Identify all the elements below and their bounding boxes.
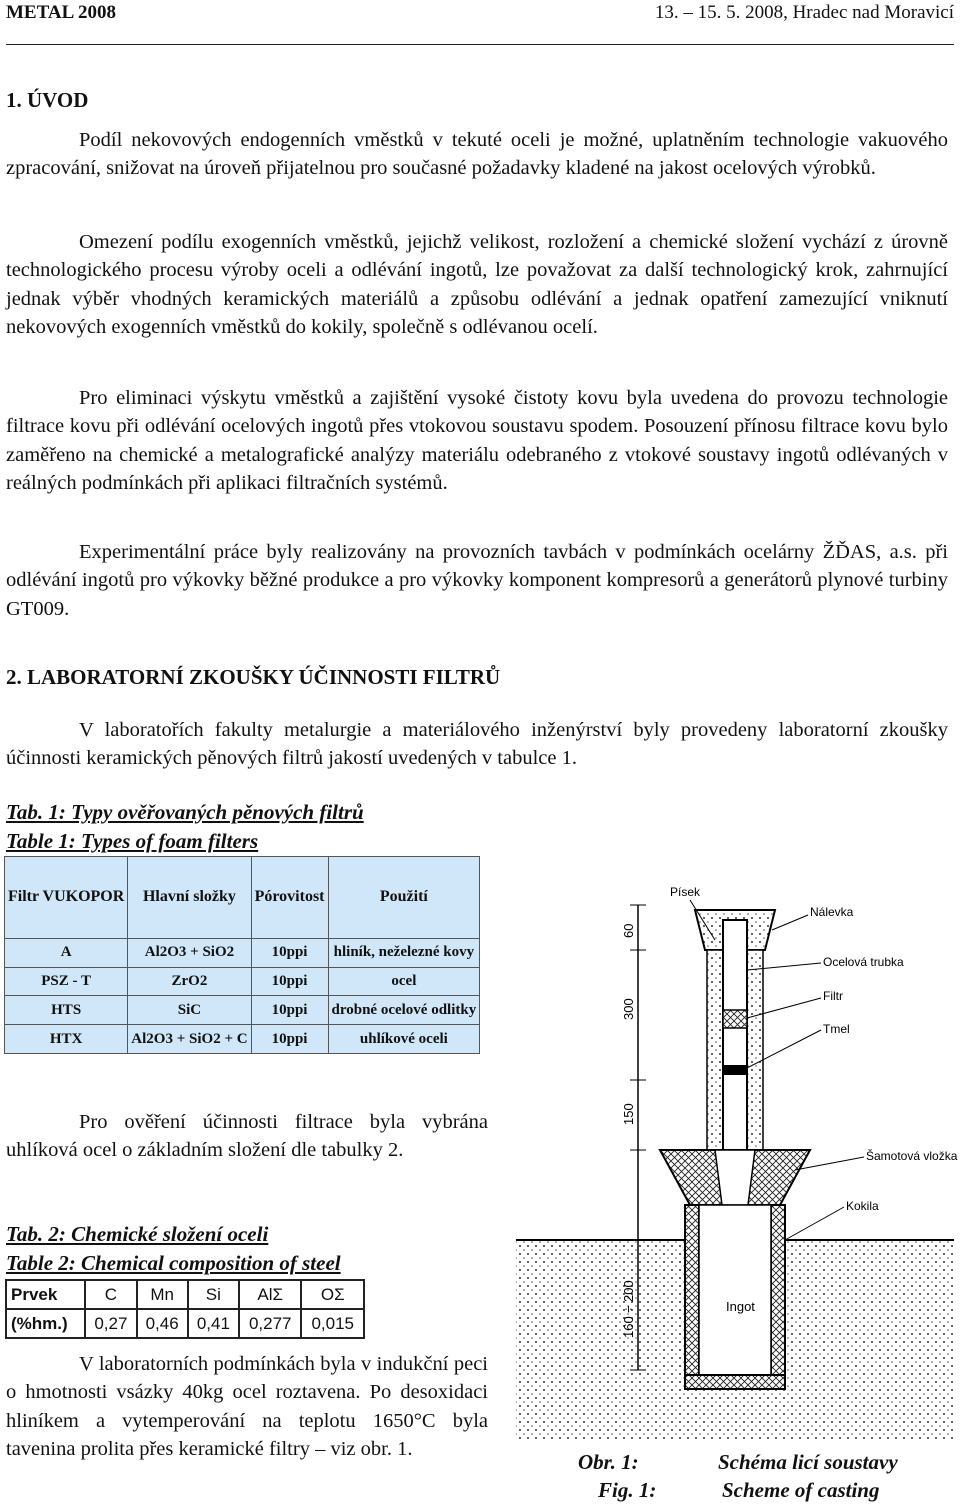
label-sand: Písek bbox=[670, 885, 701, 899]
table-cell: hliník, neželezné kovy bbox=[328, 938, 480, 967]
table-1-caption-cz: Tab. 1: Typy ověřovaných pěnových filtrů bbox=[6, 800, 364, 824]
table-row bbox=[6, 1309, 364, 1338]
table-cell: HTS bbox=[5, 996, 128, 1025]
label-steel-tube: Ocelová trubka bbox=[823, 955, 904, 969]
filter-block bbox=[723, 1010, 747, 1028]
table-row bbox=[5, 1025, 480, 1054]
section-2-title: 2. LABORATORNÍ ZKOUŠKY ÚČINNOSTI FILTRŮ bbox=[6, 665, 501, 689]
section-1-paragraph-4: Experimentální práce byly realizovány na provozních tavbách v podmínkách ocelárny ŽĎAS, a.s. při odlévání ingotů pro výkovky běžné produkce a pro výkovky komponent kompresorů a generátorů plynové turbiny GT009. bbox=[6, 541, 948, 620]
dimension-label: 60 bbox=[621, 923, 636, 938]
table-2-header-cell: AlΣ bbox=[239, 1280, 301, 1309]
table-row bbox=[5, 938, 480, 967]
section-1-paragraph-1: Podíl nekovových endogenních vměstků v tekuté oceli je možné, uplatněním technologie vakuového zpracování, snižovat na úroveň přijatelnou pro současné požadavky kladené na jakost ocelových výrobků. bbox=[6, 129, 948, 180]
label-seal: Tmel bbox=[823, 1022, 850, 1036]
table-row bbox=[5, 967, 480, 996]
table-2-header-cell: Mn bbox=[137, 1280, 188, 1309]
table-cell: 10ppi bbox=[251, 996, 328, 1025]
table-2-header-cell: Prvek bbox=[6, 1280, 85, 1309]
mould-right-wall bbox=[771, 1205, 785, 1375]
table-1-header-row bbox=[5, 857, 480, 939]
table-cell: SiC bbox=[128, 996, 251, 1025]
table-1-header-cell: Použití bbox=[328, 857, 480, 939]
dimension-label: 300 bbox=[621, 998, 636, 1020]
header-divider bbox=[6, 44, 954, 45]
conference-date-place: 13. – 15. 5. 2008, Hradec nad Moravicí bbox=[654, 2, 954, 23]
table-cell: 0,41 bbox=[188, 1309, 239, 1338]
section-1-paragraph-2: Omezení podílu exogenních vměstků, jejichž velikost, rozložení a chemické složení vychází z úrovně technologického procesu výroby oceli a odlévání ingotů, lze považovat za další technologický krok, zahrnující jednak výběr vhodných keramických materiálů a způsobu odlévání a jednak opatření zamezující vniknutí nekovových exogenních vměstků do kokily, společně s odlévanou ocelí. bbox=[6, 231, 948, 339]
table-2 bbox=[5, 1279, 365, 1339]
table-2-caption-cz: Tab. 2: Chemické složení oceli bbox=[6, 1222, 269, 1246]
leader-line bbox=[772, 915, 808, 930]
table-cell: uhlíkové oceli bbox=[328, 1025, 480, 1054]
mould-bottom bbox=[685, 1375, 785, 1389]
table-1-caption bbox=[6, 798, 364, 856]
label-chamotte: Šamotová vložka bbox=[866, 1149, 958, 1163]
casting-scheme-figure bbox=[510, 860, 960, 1450]
table-1-header-cell: Hlavní složky bbox=[128, 857, 251, 939]
table-cell: Al2O3 + SiO2 bbox=[128, 938, 251, 967]
table-cell: A bbox=[5, 938, 128, 967]
dimension-label: 160 ÷ 200 bbox=[621, 1280, 636, 1338]
tube-left-wall bbox=[707, 950, 723, 1180]
table-cell: ocel bbox=[328, 967, 480, 996]
table-2-header-cell: C bbox=[85, 1280, 136, 1309]
ingot-body bbox=[699, 1205, 771, 1375]
table-cell: drobné ocelové odlitky bbox=[328, 996, 480, 1025]
table-cell: ZrO2 bbox=[128, 967, 251, 996]
section-1-paragraph-3: Pro eliminaci výskytu vměstků a zajištění vysoké čistoty kovu byla uvedena do provozu technologie filtrace kovu při odlévání ocelových ingotů přes vtokovou soustavu spodem. Posouzení přínosu filtrace kovu bylo zaměřeno na chemické a metalografické analýzy materiálu odebraného z vtokové soustavy ingotů odlévaných v reálných podmínkách při aplikaci filtračních systémů. bbox=[6, 387, 948, 495]
figure-1-caption-en-number: Fig. 1: bbox=[598, 1478, 657, 1502]
table-cell: 10ppi bbox=[251, 967, 328, 996]
label-filter: Filtr bbox=[823, 989, 843, 1003]
table-2-caption bbox=[6, 1220, 341, 1278]
table-cell: 0,277 bbox=[239, 1309, 301, 1338]
table-1 bbox=[4, 856, 480, 1054]
table-cell: HTX bbox=[5, 1025, 128, 1054]
figure-1-caption-en-title: Scheme of casting bbox=[722, 1478, 880, 1502]
conference-name: METAL 2008 bbox=[6, 2, 116, 23]
table-cell: 0,27 bbox=[85, 1309, 136, 1338]
label-funnel: Nálevka bbox=[810, 905, 854, 919]
section-2-paragraph-2: Pro ověření účinnosti filtrace byla vybrána uhlíková ocel o základním složení dle tabulky 2. bbox=[6, 1111, 488, 1162]
tube-right-wall bbox=[747, 950, 763, 1180]
table-cell: 10ppi bbox=[251, 938, 328, 967]
mould-left-wall bbox=[685, 1205, 699, 1375]
table-cell: Al2O3 + SiO2 + C bbox=[128, 1025, 251, 1054]
table-1-caption-en: Table 1: Types of foam filters bbox=[6, 829, 259, 853]
table-2-header-cell: Si bbox=[188, 1280, 239, 1309]
table-2-header-row bbox=[6, 1280, 364, 1309]
leader-line bbox=[785, 1207, 844, 1240]
steel-tube bbox=[723, 920, 747, 1180]
table-2-caption-en: Table 2: Chemical composition of steel bbox=[6, 1251, 341, 1275]
section-2-paragraph-3: V laboratorních podmínkách byla v indukční peci o hmotnosti vsázky 40kg ocel roztavena. Po desoxidaci hliníkem a vytemperování na teplotu 1650°C byla tavenina prolita přes keramické filtry – viz obr. 1. bbox=[6, 1353, 488, 1461]
table-2-unit-cell: (%hm.) bbox=[6, 1309, 85, 1338]
table-1-header-cell: Pórovitost bbox=[251, 857, 328, 939]
section-1-title: 1. ÚVOD bbox=[6, 88, 89, 112]
table-cell: 0,015 bbox=[301, 1309, 364, 1338]
dimension-label: 150 bbox=[621, 1103, 636, 1125]
table-1-header-cell: Filtr VUKOPOR bbox=[5, 857, 128, 939]
table-cell: PSZ - T bbox=[5, 967, 128, 996]
table-2-header-cell: OΣ bbox=[301, 1280, 364, 1309]
table-cell: 10ppi bbox=[251, 1025, 328, 1054]
seal-band bbox=[723, 1065, 747, 1075]
label-ingot: Ingot bbox=[726, 1299, 755, 1314]
table-cell: 0,46 bbox=[137, 1309, 188, 1338]
figure-1-caption-cz-title: Schéma licí soustavy bbox=[718, 1450, 898, 1474]
table-row bbox=[5, 996, 480, 1025]
section-2-paragraph-1: V laboratořích fakulty metalurgie a materiálového inženýrství byly provedeny laboratorní zkoušky účinnosti keramických pěnových filtrů jakostí uvedených v tabulce 1. bbox=[6, 719, 948, 770]
figure-1-caption-cz-number: Obr. 1: bbox=[578, 1450, 639, 1474]
label-mould: Kokila bbox=[846, 1199, 879, 1213]
cone-cavity bbox=[715, 1150, 755, 1205]
